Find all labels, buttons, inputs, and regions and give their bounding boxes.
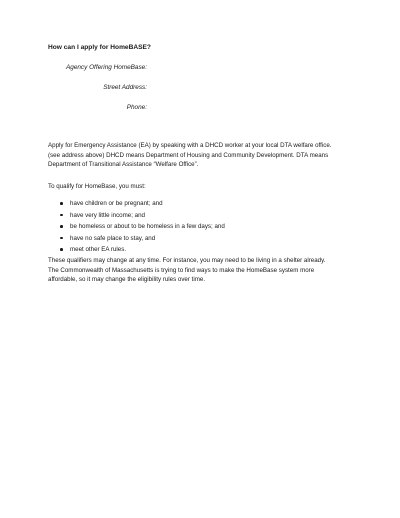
- apply-paragraph: [48, 141, 368, 170]
- bullet-icon: [60, 237, 63, 240]
- requirement-text: have very little income; and: [70, 211, 145, 219]
- bullet-icon: [60, 248, 63, 251]
- list-item: [48, 244, 368, 256]
- requirement-text: have children or be pregnant; and: [70, 200, 163, 207]
- requirement-text: meet other EA rules.: [70, 246, 127, 253]
- qualify-intro: To qualify for HomeBase, you must:: [48, 183, 146, 190]
- page-heading: How can I apply for HomeBASE?: [48, 44, 151, 51]
- closing-paragraph-line: These qualifiers may change at any time. For instance, you may need to be living in a shelter already.: [48, 257, 326, 264]
- list-item: [48, 210, 368, 222]
- phone-field-label: Phone:: [126, 104, 147, 111]
- list-item: [48, 233, 368, 245]
- list-item: [48, 221, 368, 233]
- bullet-icon: [60, 225, 63, 228]
- apply-paragraph-line: Department of Transitional Assistance “Welfare Office”.: [48, 161, 199, 169]
- closing-paragraph-line: The Commonwealth of Massachusetts is trying to find ways to make the HomeBase system more: [48, 266, 315, 274]
- closing-paragraph: [48, 256, 368, 285]
- closing-paragraph-line: affordable, so it may change the eligibility rules over time.: [48, 276, 206, 284]
- requirement-text: have no safe place to stay, and: [70, 234, 156, 242]
- apply-paragraph-line: Apply for Emergency Assistance (EA) by speaking with a DHCD worker at your local DTA welfare office.: [48, 142, 332, 149]
- street-address-field-label: Street Address:: [103, 84, 147, 91]
- bullet-icon: [60, 214, 63, 217]
- apply-paragraph-line: (see address above) DHCD means Department of Housing and Community Development. DTA means: [48, 151, 329, 159]
- bullet-icon: [60, 202, 63, 205]
- requirement-text: be homeless or about to be homeless in a few days; and: [70, 223, 225, 230]
- agency-field-label: Agency Offering HomeBase:: [66, 64, 147, 71]
- requirements-list: [48, 198, 368, 256]
- list-item: [48, 198, 368, 210]
